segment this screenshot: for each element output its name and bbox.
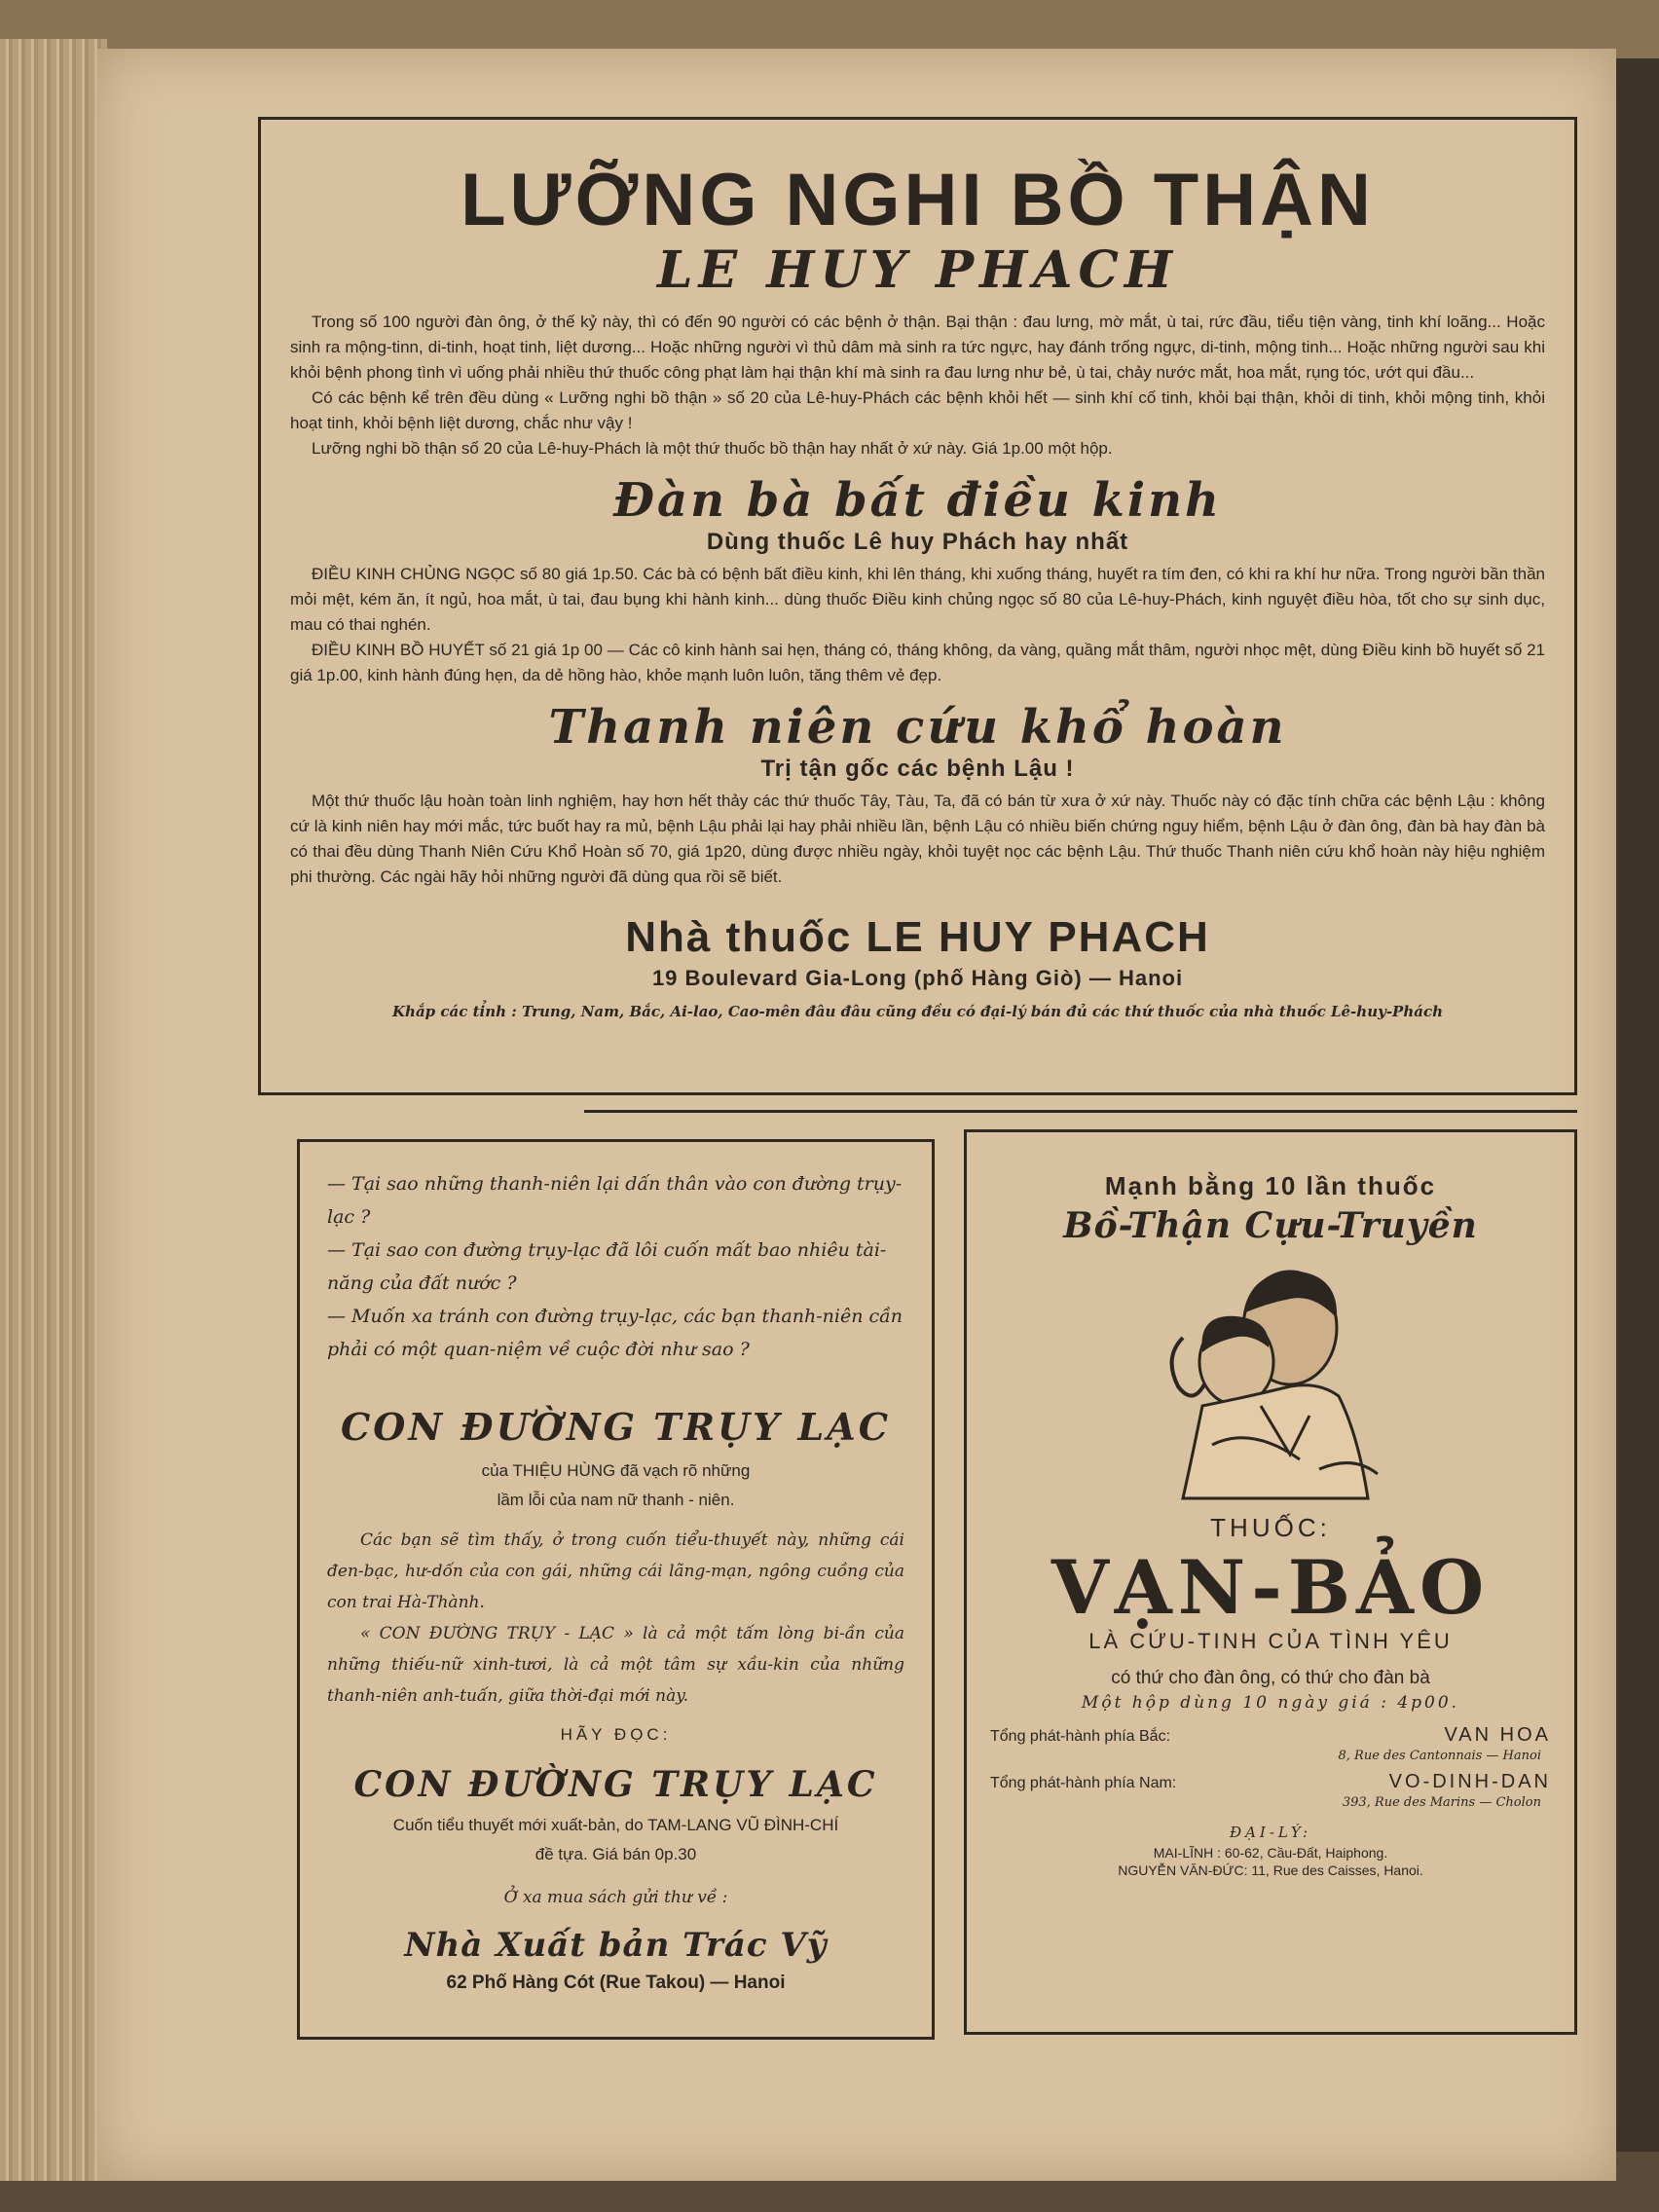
- ad3-dist-south-addr: 393, Rue des Marins — Cholon: [1342, 1795, 1541, 1810]
- ad2-author-line1: của THIỆU HÙNG đã vạch rõ những: [481, 1461, 751, 1480]
- ad1-agents: Khắp các tỉnh : Trung, Nam, Bắc, Ai-lao, Cao-mên đâu đâu cũng đều có đại-lý bán đủ các thứ thuốc của nhà thuốc Lê-huy-Phách: [392, 1002, 1443, 1020]
- ad2-book-info1: Cuốn tiểu thuyết mới xuất-bản, do TAM-LANG VŨ ĐÌNH-CHÍ: [392, 1816, 839, 1834]
- ad1-intro: [290, 310, 1545, 461]
- ad3-dist-north-label: Tổng phát-hành phía Bắc:: [990, 1728, 1171, 1745]
- ad3-top-line: Mạnh bằng 10 lần thuốc: [1104, 1171, 1437, 1200]
- ad1-section3-p1: Một thứ thuốc lậu hoàn toàn linh nghiệm, hay hơn hết thảy các thứ thuốc Tây, Tàu, Ta, đã có bán từ xưa ở xứ này. Thuốc này có đặc tính chữa các bệnh Lậu : không cứ là kinh niên hay mới mắc, tức buốt hay ra mủ, bệnh Lậu phải lại hay phải nhiều lần, bệnh Lậu có nhiều biến chứng nguy hiểm, bệnh Lậu ở đàn ông, đàn bà hay đàn bà có thai đều dùng Thanh Niên Cứu Khổ Hoàn số 70, giá 1p20, dùng được nhiều ngày, khỏi tuyệt nọc các bệnh Lậu. Thứ thuốc Thanh niên cứu khổ hoàn này hiệu nghiệm phi thường. Các ngài hãy hỏi những người đã dùng qua rồi sẽ biết.: [290, 791, 1545, 886]
- ad3-line2: Một hộp dùng 10 ngày giá : 4p00.: [1081, 1693, 1460, 1713]
- ad-luong-nghi-bo-than: [258, 117, 1577, 1095]
- ad2-publisher: Nhà Xuất bản Trác Vỹ: [404, 1926, 828, 1965]
- ad1-intro-p3: Lưỡng nghi bồ thận số 20 của Lê-huy-Phách là một thứ thuốc bồ thận hay nhất ở xứ này. Giá 1p.00 một hộp.: [312, 439, 1113, 458]
- ad1-intro-p1: Trong số 100 người đàn ông, ở thế kỷ này, thì có đến 90 người có các bệnh ở thận. Bại thận : đau lưng, mờ mắt, ù tai, rức đầu, tiểu tiện vàng, tinh khí loãng... Hoặc sinh ra mộng-tinn, di-tinh, hoạt tinh, liệt dương... Hoặc những người vì thủ dâm mà sinh ra tức ngực, hay đánh trống ngực, di-tinh, mộng tinh... Hoặc những người sau khi khỏi bệnh phong tình vì uống phải nhiều thứ thuốc công phạt làm hại thận khí mà sinh ra đau lưng như bẻ, ù tai, chảy nước mắt, hoa mắt, rụng tóc, ướt qui đầu...: [290, 313, 1545, 382]
- ad2-para1: Các bạn sẽ tìm thấy, ở trong cuốn tiểu-thuyết này, những cái đen-bạc, hư-dốn của con gái, những cái lãng-mạn, ngông cuồng của con trai Hà-Thành.: [327, 1530, 904, 1612]
- ad2-publisher-address: 62 Phố Hàng Cót (Rue Takou) — Hanoi: [446, 1972, 786, 1993]
- ad3-subtitle: Bồ-Thận Cựu-Truyền: [1063, 1205, 1478, 1246]
- ad3-brand: VẠN-BẢO: [1051, 1544, 1491, 1631]
- ad1-section2-p1: ĐIỀU KINH CHỦNG NGỌC số 80 giá 1p.50. Các bà có bệnh bất điều kinh, khi lên tháng, khi xuống tháng, huyết ra tím đen, có khi ra khí hư nữa. Trong người bần thần mỏi mệt, kém ăn, ít ngủ, hoa mắt, ù tai, đau bụng khi hành kinh... dùng thuốc Điều kinh chủng ngọc số 80 của Lê-huy-Phách, kinh nguyệt điều hòa, tốt cho sự sinh dục, mau có thai nghén.: [290, 564, 1545, 634]
- ad3-thuoc-label: THUỐC:: [1210, 1513, 1331, 1542]
- ad1-intro-p2: Có các bệnh kể trên đều dùng « Lưỡng nghi bồ thận » số 20 của Lê-huy-Phách các bệnh khỏi hết — sinh khí cố tinh, khỏi bại thận, khỏi di tinh, khỏi mộng tinh, khỏi hoạt tinh, khỏi bệnh liệt dương, chắc như vậy !: [290, 388, 1545, 432]
- couple-illustration: [1144, 1260, 1397, 1503]
- ad2-para2: « CON ĐƯỜNG TRỤY - LẠC » là cả một tấm lòng bi-ần của những thiếu-nữ xinh-tươi, là cả một tâm sự xầu-kin của những thanh-niên anh-tuấn, giữa thời-đại mới này.: [327, 1624, 904, 1706]
- ad1-shop-name: Nhà thuốc LE HUY PHACH: [625, 912, 1210, 961]
- ad1-section3-sub: Trị tận gốc các bệnh Lậu !: [760, 755, 1075, 782]
- ad3-agents-label: ĐẠI-LÝ:: [1229, 1824, 1312, 1841]
- ad2-question-3: — Muốn xa tránh con đường trụy-lạc, các bạn thanh-niên cần phải có một quan-niệm về cuộc đời như sao ?: [327, 1306, 903, 1360]
- ad3-dist-north-addr: 8, Rue des Cantonnais — Hanoi: [1338, 1749, 1541, 1763]
- ad1-section2-p2: ĐIỀU KINH BỒ HUYẾT số 21 giá 1p 00 — Các cô kinh hành sai hẹn, tháng có, tháng không, da vàng, quầng mắt thâm, người nhọc mệt, dùng Điều kinh bồ huyết số 21 giá 1p.00, kinh hành đúng hẹn, da dẻ hồng hào, khỏe mạnh luôn luôn, tăng thêm vẻ đẹp.: [290, 640, 1545, 684]
- ad3-dist-north-name: VAN HOA: [1444, 1724, 1551, 1746]
- ad3-agent-2: NGUYỄN VĂN-ĐỨC: 11, Rue des Caisses, Hanoi.: [1118, 1862, 1423, 1878]
- ad2-order-note: Ở xa mua sách gửi thư về :: [503, 1888, 728, 1907]
- ad1-section3-title: Thanh niên cứu khổ hoàn: [548, 699, 1287, 755]
- ad3-line1: có thứ cho đàn ông, có thứ cho đàn bà: [1111, 1668, 1430, 1688]
- ad2-book-info2: đề tựa. Giá bán 0p.30: [535, 1845, 697, 1863]
- ad3-dist-south: [990, 1771, 1551, 1793]
- ad-van-bao: [964, 1129, 1577, 2035]
- ad3-dist-south-label: Tổng phát-hành phía Nam:: [990, 1775, 1177, 1791]
- ad3-dist-north: [990, 1724, 1551, 1747]
- ad3-tagline: LÀ CỨU-TINH CỦA TÌNH YÊU: [1088, 1629, 1453, 1653]
- ad2-title: CON ĐƯỜNG TRỤY LẠC: [341, 1405, 891, 1449]
- book-page-edges: [0, 39, 107, 2181]
- ad1-section3-text: [290, 789, 1545, 890]
- ad1-section2-text: [290, 562, 1545, 688]
- ad2-question-1: — Tại sao những thanh-niên lại dấn thân vào con đường trụy-lạc ?: [327, 1173, 903, 1228]
- ad3-agent-1: MAI-LĨNH : 60-62, Cầu-Đất, Haiphong.: [1153, 1845, 1388, 1861]
- ad1-title: LƯỠNG NGHI BỒ THẬN: [461, 159, 1375, 241]
- ad3-dist-south-name: VO-DINH-DAN: [1388, 1771, 1551, 1792]
- ad1-subtitle: LE HUY PHACH: [656, 240, 1179, 300]
- ad1-shop-address: 19 Boulevard Gia-Long (phố Hàng Giò) — Hanoi: [651, 965, 1184, 990]
- ad1-section2-sub: Dùng thuốc Lê huy Phách hay nhất: [706, 528, 1129, 555]
- separator-rule: [584, 1110, 1577, 1113]
- book-right-edge: [1611, 58, 1659, 2152]
- ad2-read-label: HÃY ĐỌC:: [560, 1725, 672, 1744]
- ad1-section2-title: Đàn bà bất điều kinh: [613, 473, 1222, 528]
- ad2-author-line2: lầm lỗi của nam nữ thanh - niên.: [497, 1491, 735, 1509]
- ad2-title-repeat: CON ĐƯỜNG TRỤY LẠC: [353, 1764, 878, 1805]
- ad-con-duong-truy-lac: [297, 1139, 935, 2040]
- ad2-question-2: — Tại sao con đường trụy-lạc đã lôi cuốn mất bao nhiêu tài-năng của đất nước ?: [327, 1239, 887, 1294]
